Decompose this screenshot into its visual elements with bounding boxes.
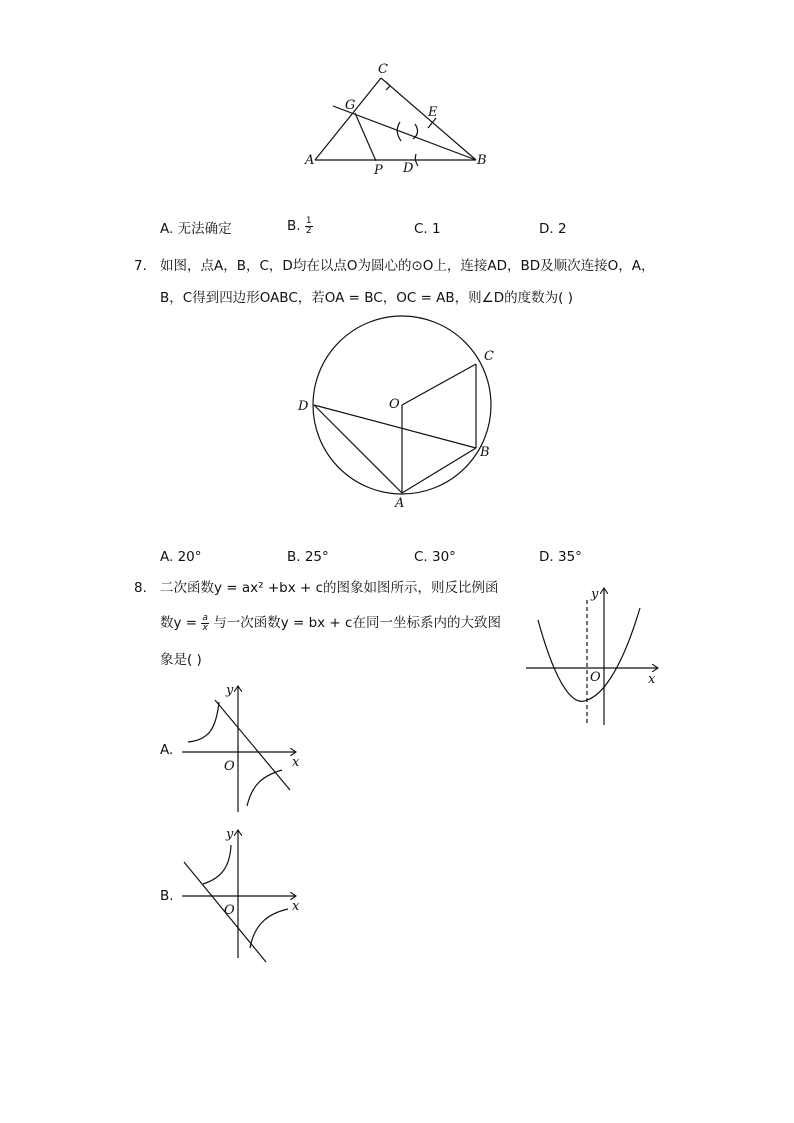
q8-line2-post: 与一次函数y = bx + c在同一坐标系内的大致图 [213,614,501,631]
q8-b-label-O: O [224,903,235,918]
q7-label-C: C [484,349,494,364]
q7-stem-line2: B，C得到四边形OABC，若OA = BC，OC = AB，则∠D的度数为( ) [160,290,573,306]
q7-label-A: A [395,496,405,511]
q7-number: 7. [134,258,147,274]
q8-stem-line1: 二次函数y = ax² +bx + c的图象如图所示，则反比例函 [160,580,499,596]
q8-number: 8. [134,580,147,596]
q6-option-a[interactable]: A. 无法确定 [160,221,232,237]
q7-option-d[interactable]: D. 35° [539,549,582,565]
q7-label-D: D [298,399,309,414]
q8-stem-line3: 象是( ) [160,652,202,668]
q8-a-label-x: x [292,755,300,770]
q7-option-a[interactable]: A. 20° [160,549,202,565]
q8-parabola-label-x: x [648,672,656,687]
q8-b-label-x: x [292,899,300,914]
q8-line2-denominator: x [202,623,208,633]
q7-stem-line1: 如图，点A，B，C，D均在以点O为圆心的⊙O上，连接AD，BD及顺次连接O，A， [160,258,655,274]
q8-line2-pre: 数y = [160,614,198,631]
q8-parabola-label-O: O [590,670,601,685]
q6-option-b-prefix: B. [287,217,301,234]
q6-label-B: B [477,153,487,168]
q7-option-c[interactable]: C. 30° [414,549,456,565]
q8-a-label-y: y [226,683,234,698]
q8-b-label-y: y [226,827,234,842]
q6-label-E: E [428,105,438,120]
q8-a-label-O: O [224,759,235,774]
q8-option-b[interactable]: B. [160,888,174,904]
q6-label-G: G [345,98,356,113]
q7-label-B: B [480,445,490,460]
q6-option-b-numerator: 1 [305,216,312,226]
q6-label-C: C [378,62,388,77]
q8-option-a[interactable]: A. [160,742,174,758]
q7-label-O: O [389,397,400,412]
q6-option-b-denominator: 2 [305,226,312,236]
q8-line2-numerator: a [202,613,208,623]
q6-option-c[interactable]: C. 1 [414,221,441,237]
q6-label-P: P [374,163,383,178]
q6-option-d[interactable]: D. 2 [539,221,567,237]
q7-option-b[interactable]: B. 25° [287,549,329,565]
q8-parabola-label-y: y [591,587,599,602]
q6-label-D: D [403,161,414,176]
q6-label-A: A [305,153,315,168]
